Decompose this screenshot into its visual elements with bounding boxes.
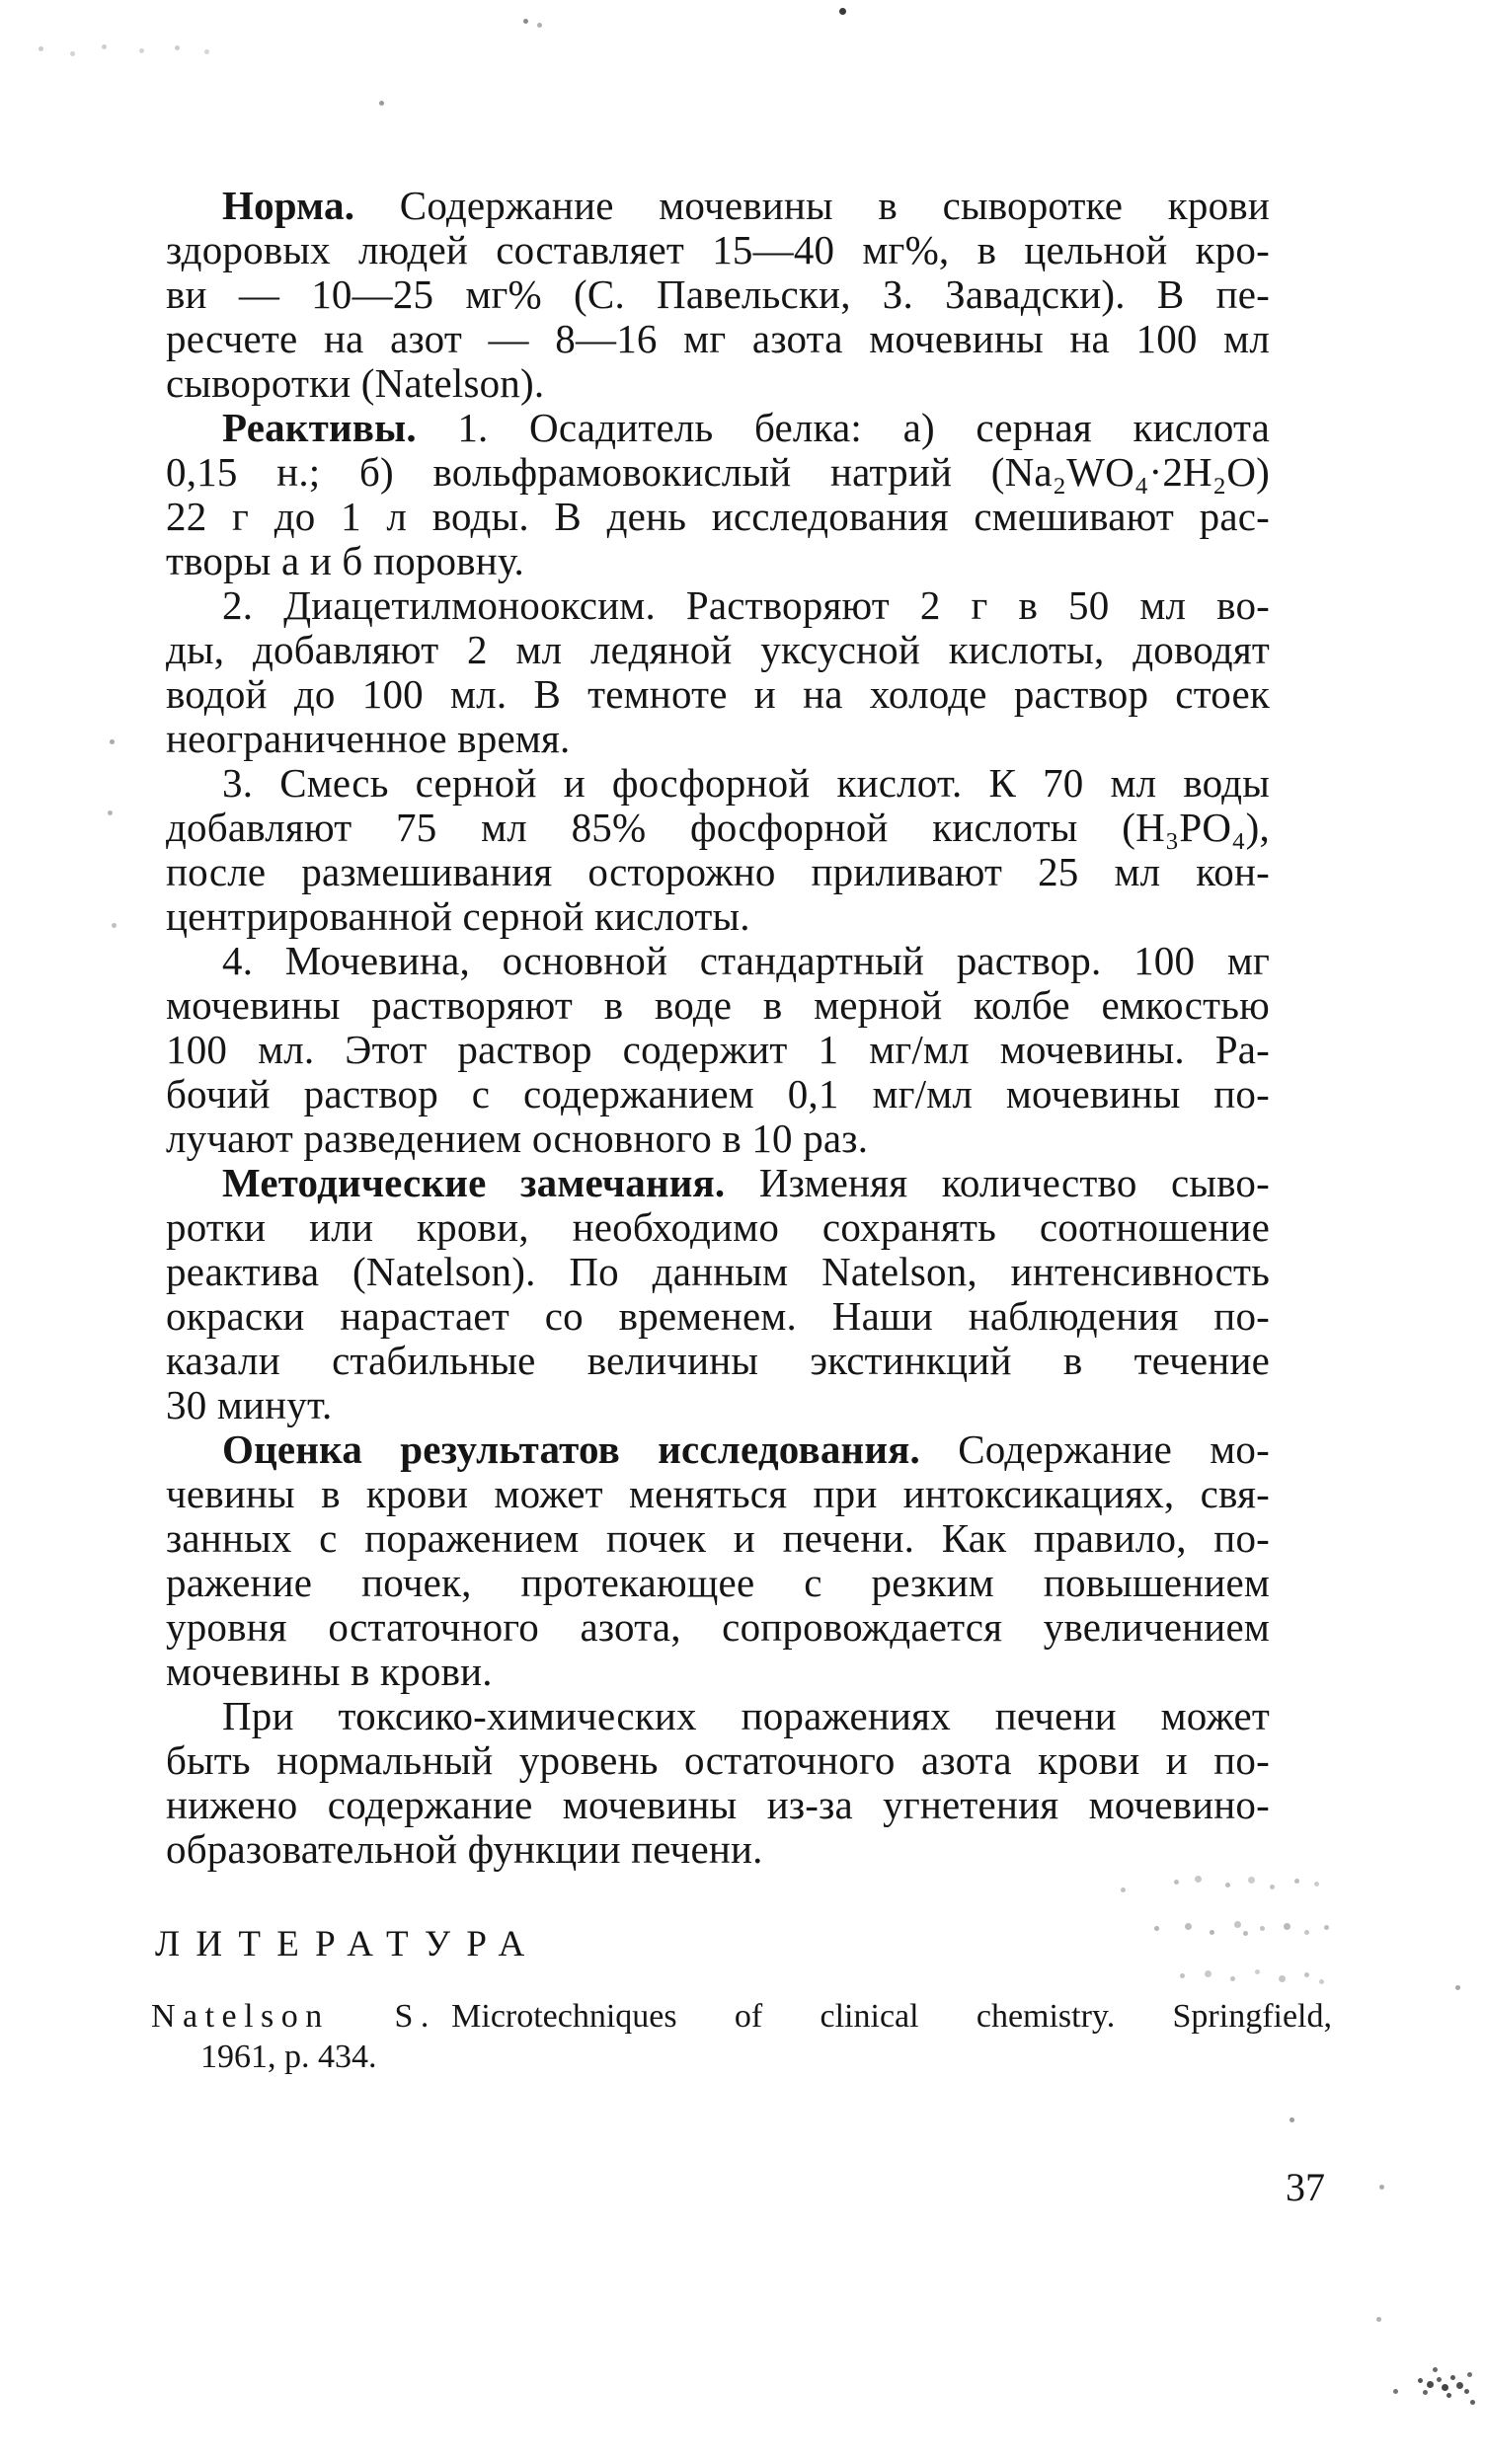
text-line: 100 мл. Этот раствор содержит 1 мг/мл мочевины. Ра- xyxy=(166,1027,1270,1072)
text-line: занных с поражением почек и печени. Как правило, по- xyxy=(166,1515,1270,1561)
text-line: неограниченное время. xyxy=(166,716,571,761)
text-line: уровня остаточного азота, сопровождается увеличением xyxy=(166,1604,1270,1650)
reference-title: Microtechniques of clinical chemistry. Springfield, xyxy=(451,1998,1332,2035)
scan-noise-dark xyxy=(0,0,3,3)
paragraph-lead-in: Реактивы. xyxy=(222,405,417,450)
text-line: лучают разведением основного в 10 раз. xyxy=(166,1116,869,1161)
bibliography-reference xyxy=(151,1996,1332,2077)
text-line: нижено содержание мочевины из-за угнетения мочевино- xyxy=(166,1782,1270,1827)
text-line: Реактивы. 1. Осадитель белка: а) серная кислота xyxy=(222,405,1270,450)
text-line: 0,15 н.; б) вольфрамовокислый натрий (Na₂WO₄·2H₂O) xyxy=(166,449,1270,495)
reference-author: Natelson S. xyxy=(151,1998,436,2035)
text-line: реактива (Natelson). По данным Natelson, интенсивность xyxy=(166,1249,1270,1294)
text-line: водой до 100 мл. В темноте и на холоде раствор стоек xyxy=(166,671,1270,717)
body-text xyxy=(166,184,1270,1872)
text-line: ротки или крови, необходимо сохранять соотношение xyxy=(166,1204,1270,1250)
text-line: 3. Смесь серной и фосфорной кислот. К 70 мл воды xyxy=(222,760,1270,806)
text-line: быть нормальный уровень остаточного азота крови и по- xyxy=(166,1737,1270,1783)
text-line: 2. Диацетилмонооксим. Растворяют 2 г в 50 мл во- xyxy=(222,582,1270,628)
paragraph-lead-in: Оценка результатов исследования. xyxy=(222,1426,921,1472)
paragraph-lead-in: Методические замечания. xyxy=(222,1160,726,1205)
reference-line-1 xyxy=(151,1996,1332,2037)
text-line: здоровых людей составляет 15—40 мг%, в цельной кро- xyxy=(166,227,1270,272)
text-line: Оценка результатов исследования. Содержание мо- xyxy=(222,1426,1270,1472)
text-line: творы а и б поровну. xyxy=(166,538,524,583)
text-line: добавляют 75 мл 85% фосфорной кислоты (H₃PO₄), xyxy=(166,805,1270,850)
literature-heading: ЛИТЕРАТУРА xyxy=(155,1924,541,1964)
reference-line-2: 1961, p. 434. xyxy=(200,2039,377,2075)
text-line: образовательной функции печени. xyxy=(166,1826,763,1872)
text-line: Методические замечания. Изменяя количество сыво- xyxy=(222,1160,1270,1205)
text-line: сыворотки (Natelson). xyxy=(166,360,545,406)
text-line: центрированной серной кислоты. xyxy=(166,893,750,939)
text-line: Норма. Содержание мочевины в сыворотке крови xyxy=(222,183,1270,228)
text-line: казали стабильные величины экстинкций в течение xyxy=(166,1338,1270,1383)
text-line: мочевины в крови. xyxy=(166,1649,493,1694)
text-line: 22 г до 1 л воды. В день исследования смешивают рас- xyxy=(166,494,1270,539)
text-line: чевины в крови может меняться при интоксикациях, свя- xyxy=(166,1471,1270,1516)
text-line: после размешивания осторожно приливают 25 мл кон- xyxy=(166,849,1270,894)
text-line: бочий раствор с содержанием 0,1 мг/мл мочевины по- xyxy=(166,1071,1270,1116)
text-line: мочевины растворяют в воде в мерной колбе емкостью xyxy=(166,982,1270,1028)
text-line: ресчете на азот — 8—16 мг азота мочевины на 100 мл xyxy=(166,316,1270,361)
text-line: 4. Мочевина, основной стандартный раствор. 100 мг xyxy=(222,938,1270,983)
paragraph-lead-in: Норма. xyxy=(222,183,355,228)
text-line: 30 минут. xyxy=(166,1382,333,1427)
text-line: ды, добавляют 2 мл ледяной уксусной кислоты, доводят xyxy=(166,627,1270,672)
text-line: окраски нарастает со временем. Наши наблюдения по- xyxy=(166,1293,1270,1339)
text-line: ражение почек, протекающее с резким повышением xyxy=(166,1560,1270,1605)
text-line: ви — 10—25 мг% (С. Павельски, З. Завадски). В пе- xyxy=(166,271,1270,317)
page-number: 37 xyxy=(1286,2165,1325,2209)
text-line: При токсико-химических поражениях печени может xyxy=(222,1693,1270,1738)
